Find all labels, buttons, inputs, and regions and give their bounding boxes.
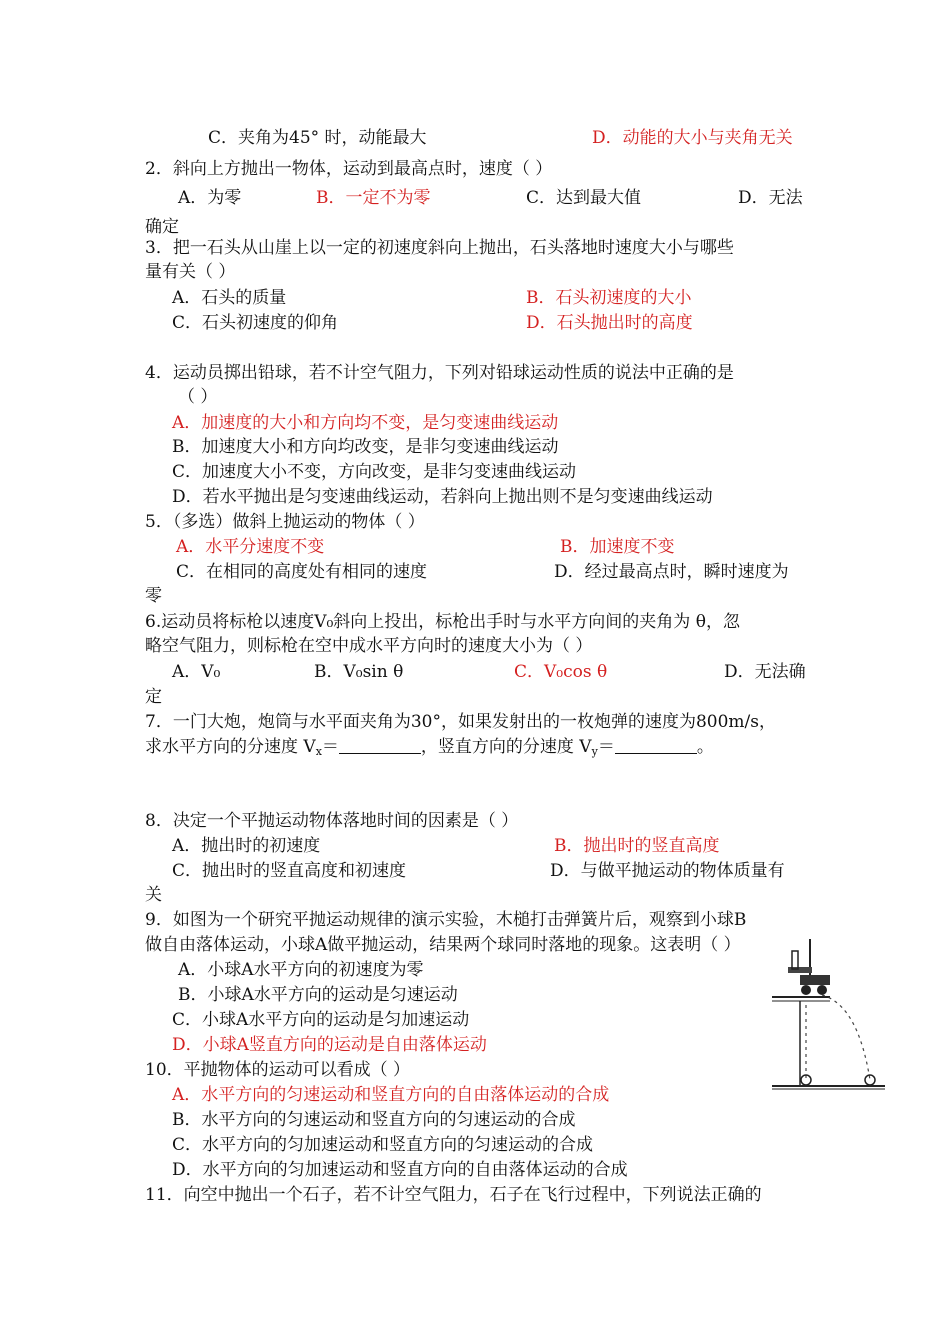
q3-option-d-answer: D．石头抛出时的高度 <box>526 313 693 333</box>
q9-stem-2: 做自由落体运动，小球A做平抛运动，结果两个球同时落地的现象。这表明（ ） <box>145 935 741 955</box>
q1-option-c: C．夹角为45° 时，动能最大 <box>208 128 427 148</box>
q11-stem: 11．向空中抛出一个石子，若不计空气阻力，石子在飞行过程中，下列说法正确的 <box>145 1185 762 1205</box>
q4-option-c: C．加速度大小不变，方向改变，是非匀变速曲线运动 <box>172 462 577 482</box>
q2-wrap: 确定 <box>145 217 179 237</box>
q7-answer-line <box>145 736 714 758</box>
q2-option-d: D．无法 <box>738 188 803 208</box>
q6-option-d: D．无法确 <box>724 662 806 682</box>
q8-stem: 8．决定一个平抛运动物体落地时间的因素是（ ） <box>145 811 519 831</box>
projectile-experiment-figure <box>770 935 890 1100</box>
q7-equals-2: ＝ <box>597 737 615 757</box>
q2-option-b-answer: B．一定不为零 <box>316 188 431 208</box>
q5-option-a-answer: A．水平分速度不变 <box>176 537 325 557</box>
q7-vx-label: 求水平方向的分速度 V <box>145 737 316 757</box>
q5-option-c: C．在相同的高度处有相同的速度 <box>176 562 428 582</box>
q7-vx-blank[interactable] <box>339 739 421 754</box>
q3-option-b-answer: B．石头初速度的大小 <box>526 288 692 308</box>
q10-option-a-answer: A．水平方向的匀速运动和竖直方向的自由落体运动的合成 <box>172 1085 610 1105</box>
q9-stem: 9．如图为一个研究平抛运动规律的演示实验，木槌打击弹簧片后，观察到小球B <box>145 910 747 930</box>
q3-option-a: A．石头的质量 <box>172 288 287 308</box>
q9-option-b: B．小球A水平方向的运动是匀速运动 <box>178 985 458 1005</box>
q7-vy-blank[interactable] <box>615 739 697 754</box>
q5-option-d: D．经过最高点时，瞬时速度为 <box>554 562 789 582</box>
q7-vy-label: ，竖直方向的分速度 V <box>420 737 592 757</box>
q10-option-b: B．水平方向的匀速运动和竖直方向的匀速运动的合成 <box>172 1110 576 1130</box>
q10-stem: 10．平抛物体的运动可以看成（ ） <box>145 1060 411 1080</box>
q6-option-b: B．V₀sin θ <box>314 662 404 682</box>
q10-option-d: D．水平方向的匀加速运动和竖直方向的自由落体运动的合成 <box>172 1160 628 1180</box>
q3-stem-2: 量有关（ ） <box>145 262 236 282</box>
q6-stem-2: 略空气阻力，则标枪在空中成水平方向时的速度大小为（ ） <box>145 636 593 656</box>
q2-option-a: A．为零 <box>178 188 242 208</box>
q9-option-d-answer: D．小球A竖直方向的运动是自由落体运动 <box>172 1035 487 1055</box>
q8-option-b-answer: B．抛出时的竖直高度 <box>554 836 720 856</box>
q4-option-a-answer: A．加速度的大小和方向均不变，是匀变速曲线运动 <box>172 413 559 433</box>
q4-stem-2: （ ） <box>178 387 218 407</box>
q8-option-a: A．抛出时的初速度 <box>172 836 321 856</box>
q10-option-c: C．水平方向的匀加速运动和竖直方向的匀速运动的合成 <box>172 1135 594 1155</box>
q8-wrap: 关 <box>145 885 162 905</box>
q6-option-a: A．V₀ <box>172 662 221 682</box>
q6-option-c-answer: C．V₀cos θ <box>514 662 608 682</box>
q5-stem: 5．（多选）做斜上抛运动的物体（ ） <box>145 512 425 532</box>
q3-option-c: C．石头初速度的仰角 <box>172 313 339 333</box>
q9-option-c: C．小球A水平方向的运动是匀加速运动 <box>172 1010 470 1030</box>
q1-option-d-answer: D．动能的大小与夹角无关 <box>592 128 793 148</box>
q2-stem: 2．斜向上方抛出一物体，运动到最高点时，速度（ ） <box>145 159 553 179</box>
q6-stem: 6.运动员将标枪以速度V₀斜向上投出，标枪出手时与水平方向间的夹角为 θ，忽 <box>145 612 740 632</box>
q7-vy-sub: y <box>591 745 598 758</box>
q4-option-d: D．若水平抛出是匀变速曲线运动，若斜向上抛出则不是匀变速曲线运动 <box>172 487 713 507</box>
q7-stem: 7．一门大炮，炮筒与水平面夹角为30°，如果发射出的一枚炮弹的速度为800m/s， <box>145 712 776 732</box>
q6-wrap: 定 <box>145 687 162 707</box>
q4-option-b: B．加速度大小和方向均改变，是非匀变速曲线运动 <box>172 437 559 457</box>
q3-stem: 3．把一石头从山崖上以一定的初速度斜向上抛出，石头落地时速度大小与哪些 <box>145 238 734 258</box>
q8-option-d: D．与做平抛运动的物体质量有 <box>550 861 785 881</box>
q7-equals-1: ＝ <box>321 737 339 757</box>
q5-option-b-answer: B．加速度不变 <box>560 537 675 557</box>
q5-wrap: 零 <box>145 586 162 606</box>
q4-stem: 4．运动员掷出铅球，若不计空气阻力，下列对铅球运动性质的说法中正确的是 <box>145 363 734 383</box>
q9-option-a: A．小球A水平方向的初速度为零 <box>178 960 424 980</box>
q7-vx-sub: x <box>315 745 322 758</box>
q8-option-c: C．抛出时的竖直高度和初速度 <box>172 861 407 881</box>
q2-option-c: C．达到最大值 <box>526 188 642 208</box>
q7-end: 。 <box>696 737 714 757</box>
